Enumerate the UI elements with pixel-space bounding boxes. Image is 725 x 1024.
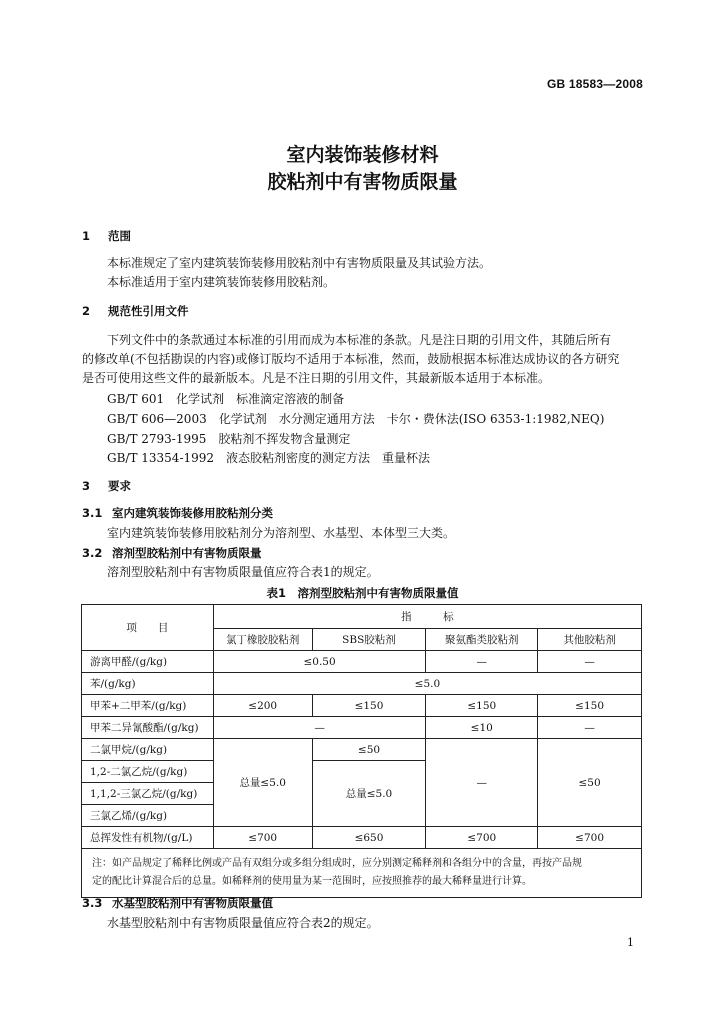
cell: ≤200 xyxy=(213,695,312,717)
column-header: 聚氨酯类胶粘剂 xyxy=(426,629,538,651)
section-number: 3.1 xyxy=(82,506,103,520)
cell: ≤150 xyxy=(312,695,426,717)
cell: — xyxy=(426,651,538,673)
section-3-1-para: 室内建筑装饰装修用胶粘剂分为溶剂型、水基型、本体型三大类。 xyxy=(107,526,456,540)
section-2-para-line-3: 是否可使用这些文件的最新版本。凡是不注日期的引用文件，其最新版本适用于本标准。 xyxy=(82,371,551,385)
column-header: SBS胶粘剂 xyxy=(312,629,426,651)
section-2-para-line-1: 下列文件中的条款通过本标准的引用而成为本标准的条款。凡是注日期的引用文件，其随后所有 xyxy=(107,333,612,347)
section-number: 3 xyxy=(82,479,91,493)
note-line: 定的配比计算混合后的总量。如稀释剂的使用量为某一范围时，应按照推荐的最大稀释量进行计算。 xyxy=(92,876,532,887)
title-line-2: 胶粘剂中有害物质限量 xyxy=(267,171,458,193)
row-label: 三氯乙烯/(g/kg) xyxy=(82,805,214,827)
table-header-row xyxy=(82,605,642,629)
cell: ≤650 xyxy=(312,827,426,849)
standard-code: GB 18583—2008 xyxy=(547,77,643,91)
cell: ≤700 xyxy=(426,827,538,849)
section-2-heading xyxy=(82,303,189,319)
column-header: 氯丁橡胶胶粘剂 xyxy=(213,629,312,651)
note-line: 注：如产品规定了稀释比例或产品有双组分或多组分组成时，应分别测定稀释剂和各组分中的含量，再按产品规 xyxy=(92,858,582,869)
section-1-para-2: 本标准适用于室内建筑装饰装修用胶粘剂。 xyxy=(107,275,336,289)
cell: ≤700 xyxy=(538,827,642,849)
cell: ≤700 xyxy=(213,827,312,849)
table-note-row xyxy=(82,849,642,898)
section-number: 2 xyxy=(82,304,91,318)
section-title: 范围 xyxy=(108,229,132,243)
cell: — xyxy=(538,717,642,739)
section-3-heading xyxy=(82,478,131,494)
reference-item: GB/T 606—2003 化学试剂 水分测定通用方法 卡尔・费休法(ISO 6353-1:1982,NEQ) xyxy=(107,412,605,426)
cell: ≤150 xyxy=(426,695,538,717)
table-note xyxy=(82,849,642,898)
header-item: 项 目 xyxy=(82,605,214,651)
section-2-para-line-2: 的修改单(不包括勘误的内容)或修订版均不适用于本标准，然而，鼓励根据本标准达成协议的各方研究 xyxy=(82,352,620,366)
cell: ≤50 xyxy=(312,739,426,761)
cell: ≤50 xyxy=(538,739,642,827)
cell: 总量≤5.0 xyxy=(312,761,426,827)
row-label: 1,1,2-三氯乙烷/(g/kg) xyxy=(82,783,214,805)
section-number: 3.2 xyxy=(82,546,103,560)
section-title: 室内建筑装饰装修用胶粘剂分类 xyxy=(112,506,274,520)
table-row xyxy=(82,739,642,761)
table-1 xyxy=(81,604,642,898)
section-3-2-para: 溶剂型胶粘剂中有害物质限量值应符合表1的规定。 xyxy=(107,565,379,579)
section-title: 水基型胶粘剂中有害物质限量值 xyxy=(112,896,274,910)
section-title: 溶剂型胶粘剂中有害物质限量 xyxy=(112,546,262,560)
cell: ≤5.0 xyxy=(213,673,641,695)
reference-item: GB/T 2793-1995 胶粘剂不挥发物含量测定 xyxy=(107,432,351,446)
section-3-1-heading xyxy=(82,505,273,521)
table-row xyxy=(82,695,642,717)
cell: — xyxy=(426,739,538,827)
row-label: 总挥发性有机物/(g/L) xyxy=(82,827,214,849)
cell: — xyxy=(213,717,426,739)
section-3-3-para: 水基型胶粘剂中有害物质限量值应符合表2的规定。 xyxy=(107,916,379,930)
table-row xyxy=(82,717,642,739)
row-label: 游离甲醛/(g/kg) xyxy=(82,651,214,673)
cell: ≤150 xyxy=(538,695,642,717)
table-row xyxy=(82,673,642,695)
title-line-1: 室内装饰装修材料 xyxy=(286,144,439,166)
row-label: 二氯甲烷/(g/kg) xyxy=(82,739,214,761)
section-3-2-heading xyxy=(82,545,262,561)
section-number: 1 xyxy=(82,229,91,243)
row-label: 1,2-二氯乙烷/(g/kg) xyxy=(82,761,214,783)
header-index: 指 标 xyxy=(213,605,641,629)
section-title: 要求 xyxy=(108,479,132,493)
table-row xyxy=(82,651,642,673)
page-number: 1 xyxy=(627,936,634,949)
section-1-para-1: 本标准规定了室内建筑装饰装修用胶粘剂中有害物质限量及其试验方法。 xyxy=(107,256,492,270)
table-1-caption: 表1 溶剂型胶粘剂中有害物质限量值 xyxy=(266,586,459,600)
section-number: 3.3 xyxy=(82,896,103,910)
section-3-3-heading xyxy=(82,895,273,911)
column-header: 其他胶粘剂 xyxy=(538,629,642,651)
reference-item: GB/T 601 化学试剂 标准滴定溶液的制备 xyxy=(107,392,345,406)
row-label: 苯/(g/kg) xyxy=(82,673,214,695)
reference-item: GB/T 13354-1992 液态胶粘剂密度的测定方法 重量杯法 xyxy=(107,451,431,465)
row-label: 甲苯+二甲苯/(g/kg) xyxy=(82,695,214,717)
section-title: 规范性引用文件 xyxy=(108,304,189,318)
cell: — xyxy=(538,651,642,673)
row-label: 甲苯二异氰酸酯/(g/kg) xyxy=(82,717,214,739)
cell: ≤10 xyxy=(426,717,538,739)
cell: ≤0.50 xyxy=(213,651,426,673)
section-1-heading xyxy=(82,228,131,244)
table-row xyxy=(82,827,642,849)
cell: 总量≤5.0 xyxy=(213,739,312,827)
